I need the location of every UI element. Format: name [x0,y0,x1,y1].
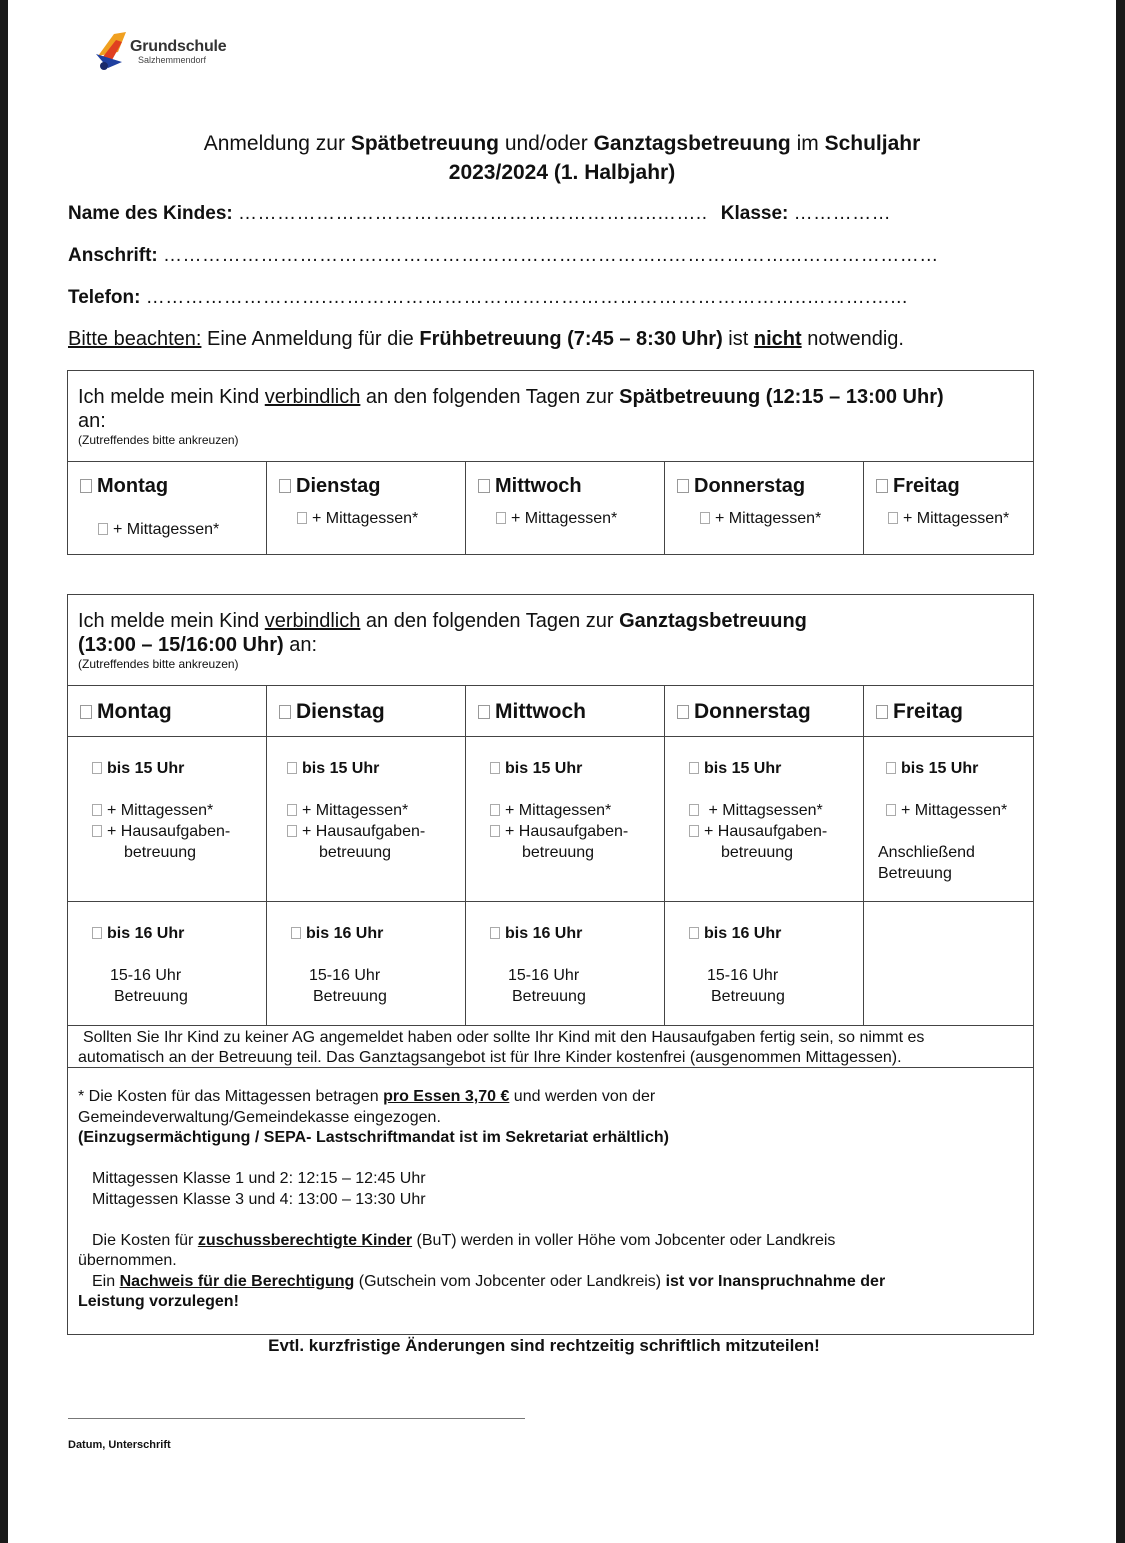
dienstag-bis16[interactable]: bis 16 Uhr 15-16 Uhr Betreuung [291,923,466,1007]
spaet-freitag[interactable]: Freitag + Mittagessen* [864,461,1033,554]
checkbox-icon [677,479,689,493]
change-notice: Evtl. kurzfristige Änderungen sind rechtzeitig schriftlich mitzuteilen! [268,1336,820,1355]
montag-bis16[interactable]: bis 16 Uhr 15-16 Uhr Betreuung [92,923,267,1007]
checkbox-icon [496,512,506,524]
phone-field[interactable]: Telefon: ……………………….………………………………………………………………..……….…... [68,287,908,308]
mittwoch-bis15[interactable]: bis 15 Uhr + Mittagessen* + Hausaufgaben- betreuung [490,758,665,863]
checkbox-icon [490,762,500,774]
montag-bis15[interactable]: bis 15 Uhr + Mittagessen* + Hausaufgaben- betreuung [92,758,267,863]
spaet-dienstag[interactable]: Dienstag + Mittagessen* [267,461,466,554]
address-field[interactable]: Anschrift: …………………………….……………………………………..………………...………………… [68,245,939,266]
checkbox-icon [297,512,307,524]
spaet-montag[interactable]: Montag + Mittagessen* [68,461,267,554]
ganztag-donnerstag[interactable]: Donnerstag [677,700,811,724]
checkbox-icon [98,523,108,535]
checkbox-icon [689,927,699,939]
checkbox-icon [279,479,291,493]
checkbox-icon [291,927,301,939]
checkbox-icon [92,804,102,816]
checkbox-icon [92,762,102,774]
mittwoch-bis16[interactable]: bis 16 Uhr 15-16 Uhr Betreuung [490,923,665,1007]
spaet-mittwoch[interactable]: Mittwoch + Mittagessen* [466,461,665,554]
checkbox-icon [490,825,500,837]
spaet-table [67,370,1034,555]
ag-note: Sollten Sie Ihr Kind zu keiner AG angemeldet haben oder sollte Ihr Kind mit den Hausaufgaben fertig sein, so nimmt es automatisch an der Betreuung teil. Das Ganztagsangebot ist für Ihre Kinder kostenfrei (ausgenommen Mittagessen). [78,1029,925,1066]
checkbox-icon [689,762,699,774]
ganztag-table [67,594,1034,1335]
checkbox-icon [888,512,898,524]
logo-place: Salzhemmendorf [138,55,207,65]
costs-info: * Die Kosten für das Mittagessen betragen pro Essen 3,70 € und werden von der Gemeindeverwaltung/Gemeindekasse eingezogen. (Einzugsermächtigung / SEPA- Lastschriftmandat ist im Sekretariat erhältlich) Mittagessen Klasse 1 und 2: 12:15 – 12:45 Uhr Mittagessen Klasse 3 und 4: 13:00 – 13:30 Uhr Die Kosten für zuschussberechtigte Kinder (BuT) werden in voller Höhe vom Jobcenter oder Landkreis übernommen. Ein Nachweis für die Berechtigung (Gutschein vom Jobcenter oder Landkreis) ist vor Inanspruchnahme der Leistung vorzulegen! [78,1088,886,1310]
logo-name: Grundschule [130,38,227,55]
checkbox-icon [92,825,102,837]
checkbox-icon [886,804,896,816]
ganztag-dienstag[interactable]: Dienstag [279,700,385,724]
ganztag-freitag[interactable]: Freitag [876,700,963,724]
checkbox-icon [886,762,896,774]
checkbox-icon [876,479,888,493]
checkbox-icon [689,825,699,837]
ganztag-intro: Ich melde mein Kind verbindlich an den folgenden Tagen zur Ganztagsbetreuung (13:00 – 15/16:00 Uhr) an: [78,610,807,656]
spaet-hint: (Zutreffendes bitte ankreuzen) [78,433,239,447]
checkbox-icon [689,804,699,816]
name-field[interactable]: Name des Kindes: ……………………………...………………………..…….. Klasse: …………… [68,203,892,224]
form-title-year: 2023/2024 (1. Halbjahr) [448,161,676,184]
checkbox-icon [287,825,297,837]
checkbox-icon [92,927,102,939]
checkbox-icon [490,804,500,816]
checkbox-icon [876,705,888,719]
checkbox-icon [287,762,297,774]
early-care-notice: Bitte beachten: Eine Anmeldung für die Frühbetreuung (7:45 – 8:30 Uhr) ist nicht notwendig. [68,328,904,350]
donnerstag-bis16[interactable]: bis 16 Uhr 15-16 Uhr Betreuung [689,923,864,1007]
document-page [8,0,1116,1543]
ganztag-montag[interactable]: Montag [80,700,172,724]
ganztag-hint: (Zutreffendes bitte ankreuzen) [78,657,239,671]
form-title: Anmeldung zur Spätbetreuung und/oder Ganztagsbetreuung im Schuljahr [203,132,921,155]
freitag-bis15[interactable]: bis 15 Uhr + Mittagessen* Anschließend Betreuung [878,760,1008,882]
checkbox-icon [478,479,490,493]
signature-line[interactable] [68,1418,525,1419]
checkbox-icon [279,705,291,719]
checkbox-icon [80,705,92,719]
checkbox-icon [490,927,500,939]
donnerstag-bis15[interactable]: bis 15 Uhr + Mittagsessen* + Hausaufgaben- betreuung [689,758,864,863]
spaet-donnerstag[interactable]: Donnerstag + Mittagessen* [665,461,864,554]
ganztag-mittwoch[interactable]: Mittwoch [478,700,586,724]
checkbox-icon [80,479,92,493]
school-logo [92,26,252,74]
spaet-intro: Ich melde mein Kind verbindlich an den folgenden Tagen zur Spätbetreuung (12:15 – 13:00 Uhr) an: [78,386,944,432]
checkbox-icon [677,705,689,719]
checkbox-icon [700,512,710,524]
dienstag-bis15[interactable]: bis 15 Uhr + Mittagessen* + Hausaufgaben- betreuung [287,758,462,863]
checkbox-icon [478,705,490,719]
signature-label: Datum, Unterschrift [68,1439,171,1451]
checkbox-icon [287,804,297,816]
